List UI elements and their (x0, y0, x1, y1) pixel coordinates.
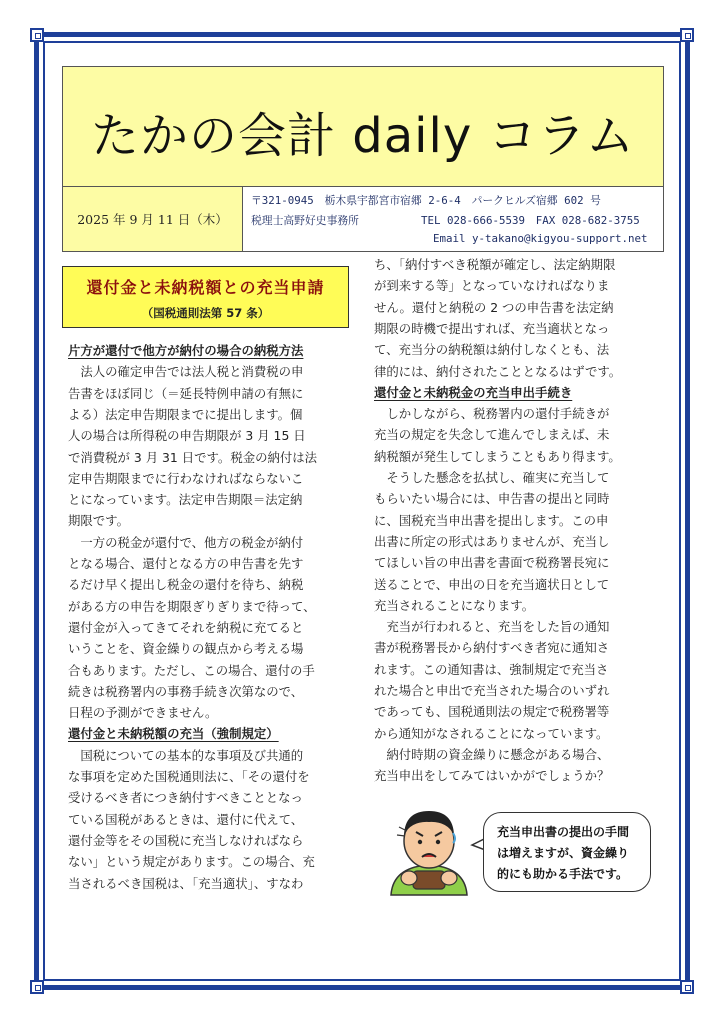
body-line: て、充当分の納税額は納付しなくとも、法 (374, 342, 610, 358)
section-heading: 還付金と未納税金の充当申出手続き (374, 384, 573, 400)
body-line: 充当が行われると、充当をした旨の通知 (374, 619, 610, 635)
body-line: 続きは税務署内の事務手続き次第なので、 (68, 683, 304, 699)
address: 〒321-0945 栃木県宇都宮市宿郷 2-6-4 パークヒルズ宿郷 602 号 (251, 194, 601, 207)
body-line: ない」という規定があります。この場合、充 (68, 854, 315, 870)
body-line: ている国税があるときは、還付に代えて、 (68, 811, 304, 827)
body-line: 告書をほぼ同じ（＝延長特例申請の有無に (68, 385, 304, 401)
section-heading: 片方が還付で他方が納付の場合の納税方法 (68, 343, 304, 358)
body-line: 充当の規定を失念して進んでしまえば、未 (374, 427, 610, 443)
frame-corner (680, 980, 694, 994)
frame-corner (680, 28, 694, 42)
tel-fax: TEL 028-666-5539 FAX 028-682-3755 (421, 214, 640, 227)
body-line: 出書に所定の形式はありませんが、充当し (374, 533, 610, 549)
body-line: よる）法定申告期限までに提出します。個 (68, 406, 303, 422)
bubble-line: は増えますが、資金繰り (497, 846, 630, 860)
speech-bubble (483, 812, 651, 892)
body-line: に、国税充当申出書を提出します。この申 (374, 512, 609, 528)
title-box (63, 67, 663, 187)
page-title: たかの会計 daily コラム (91, 108, 635, 164)
body-line: 納税額が発生してしまうこともあり得ます。 (374, 448, 621, 464)
body-line: もらいたい場合には、申告書の提出と同時 (374, 491, 610, 507)
body-line: となる場合、還付となる方の申告書を先す (68, 556, 304, 571)
office-name: 税理士高野好史事務所 (251, 214, 359, 227)
body-line: てほしい旨の申出書を書面で税務署長宛に (374, 555, 610, 571)
body-line: がある方の申告を期限ぎりぎりまで待って、 (68, 598, 316, 614)
section-heading: 還付金と未納税額の充当（強制規定） (68, 726, 279, 742)
body-line: れます。この通知書は、強制規定で充当さ (374, 661, 609, 677)
bubble-line: 的にも助かる手法です。 (497, 867, 629, 881)
body-line: とになっています。法定申告期限＝法定納 (68, 492, 303, 508)
body-line: いうことを、資金繰りの観点から考える場 (68, 641, 304, 657)
body-line: 納付時期の資金繰りに懸念がある場合、 (374, 746, 610, 762)
body-line: るだけ早く提出し税金の還付を待ち、納税 (68, 577, 304, 593)
body-line: な事項を定めた国税通則法に、「その還付を (68, 769, 310, 784)
body-line: から通知がなされることになっています。 (374, 725, 609, 741)
office-info (243, 187, 663, 251)
body-line: そうした懸念を払拭し、確実に充当して (374, 470, 610, 485)
body-line: ち、「納付すべき税額が確定し、法定納期限 (374, 257, 616, 272)
frame-corner (30, 980, 44, 994)
header (62, 66, 664, 252)
body-line: 合もあります。ただし、この場合、還付の手 (68, 662, 315, 678)
bubble-line: 充当申出書の提出の手間 (497, 825, 630, 839)
date: 2025 年 9 月 11 日（木） (63, 187, 243, 251)
body-line: 国税についての基本的な事項及び共通的 (68, 747, 304, 763)
body-line: 律的には、納付されたこととなるはずです。 (374, 363, 622, 379)
body-line: 当されるべき国税は、「充当適状」、すなわ (68, 875, 304, 891)
body-line: 送ることで、申出の日を充当適状日として (374, 576, 610, 592)
body-line: で消費税が 3 月 31 日です。税金の納付は法 (68, 449, 318, 465)
body-line: 受けるべき者につき納付すべきこととなっ (68, 790, 303, 806)
body-line: 定申告期限までに行わなければならないこ (68, 470, 304, 486)
body-line: 期限です。 (68, 513, 129, 529)
body-line: しかしながら、税務署内の還付手続きが (374, 406, 610, 422)
body-line: 日程の予測ができません。 (68, 705, 218, 721)
body-line: 一方の税金が還付で、他方の税金が納付 (68, 534, 304, 550)
body-line: 期限の時機で提出すれば、充当適状となっ (374, 320, 610, 336)
article-headline (62, 266, 349, 328)
body-line: 還付金等をその国税に充当しなければなら (68, 832, 304, 848)
body-line: であっても、国税通則法の規定で税務署等 (374, 704, 610, 720)
body-line: が到来する等」となっていなければなりま (374, 278, 610, 294)
body-line: 還付金が入ってきてそれを納税に充てると (68, 619, 304, 635)
body-line: 人の場合は所得税の申告期限が 3 月 15 日 (68, 428, 306, 444)
body-line: せん。還付と納税の 2 つの申告書を法定納 (374, 299, 614, 315)
headline-title: 還付金と未納税額との充当申請 (86, 278, 325, 297)
body-line: 法人の確定申告では法人税と消費税の申 (68, 364, 304, 380)
headline-subtitle: （国税通則法第 57 条） (141, 306, 270, 320)
body-line: 書が税務署長から納付すべき者宛に通知さ (374, 640, 610, 656)
email[interactable]: Email y-takano@kigyou-support.net (433, 232, 648, 245)
body-line: れた場合と申出で充当された場合のいずれ (374, 683, 610, 698)
frame-corner (30, 28, 44, 42)
body-line: 充当申出をしてみてはいかがでしょうか？ (374, 768, 610, 784)
body-line: 充当されることになります。 (374, 597, 535, 613)
worried-man-illustration (383, 805, 475, 897)
